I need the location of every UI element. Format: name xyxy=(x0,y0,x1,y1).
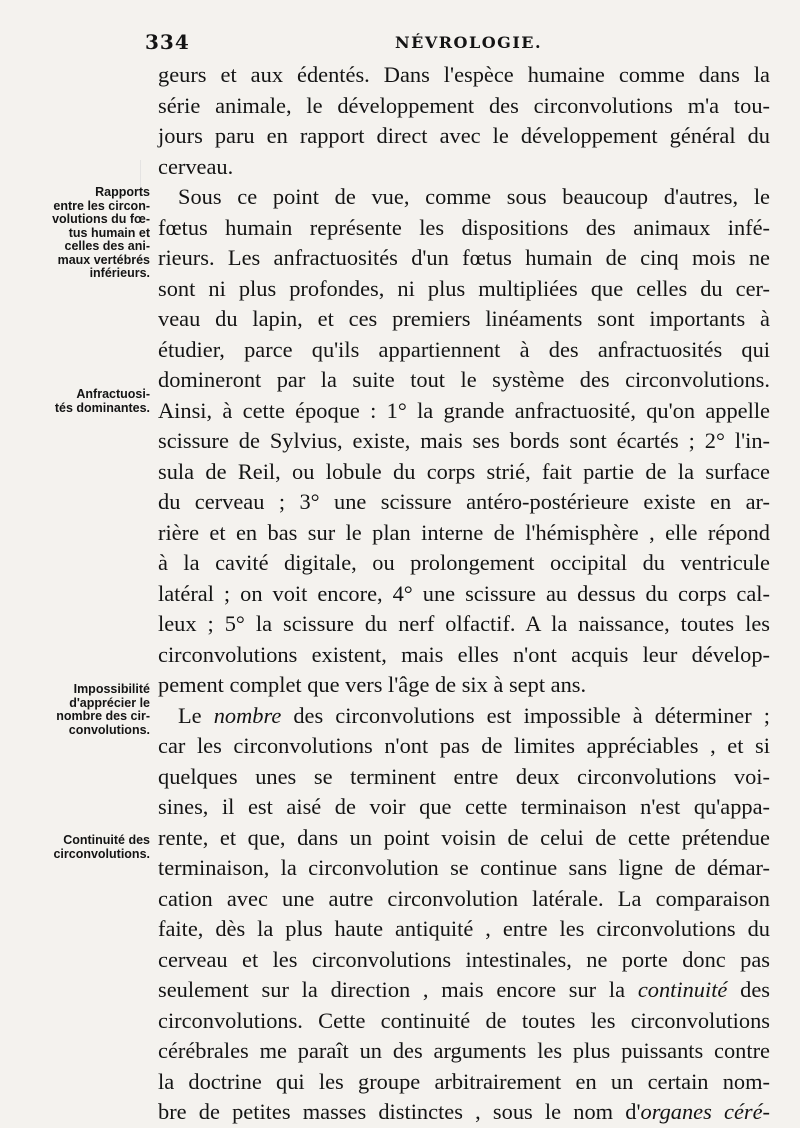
margin-note-anfractuosites xyxy=(26,388,150,415)
text-line: cerveau et les circonvolutions intestinales, ne porte donc pas xyxy=(158,946,770,972)
margin-note-line: Anfractuosi- xyxy=(76,387,150,401)
text-line: scissure de Sylvius, existe, mais ses bords sont écartés ; 2° l'in- xyxy=(158,428,770,453)
text-line-mixed xyxy=(158,701,770,732)
text-line: domineront par la suite tout le système des circonvolutions. xyxy=(158,367,770,392)
text-line: circonvolutions existent, mais elles n'ont acquis leur dévelop- xyxy=(158,641,770,667)
margin-note-line: nombre des cir- xyxy=(56,709,150,723)
text-line: fœtus humain représente les dispositions des animaux infé- xyxy=(158,214,770,240)
text-line: Sous ce point de vue, comme sous beaucoup d'autres, le xyxy=(178,184,770,209)
text-line: rieurs. Les anfractuosités d'un fœtus humain de cinq mois ne xyxy=(158,245,770,270)
margin-note-line: d'apprécier le xyxy=(69,695,150,710)
margin-note-impossibilite xyxy=(26,683,150,737)
margin-note-line: tés dominantes. xyxy=(54,400,150,415)
text-line-mixed xyxy=(158,1097,770,1128)
margin-note-line: convolutions. xyxy=(68,722,150,737)
text-line: geurs et aux édentés. Dans l'espèce humaine comme dans la xyxy=(158,62,770,87)
text-line: quelques unes se terminent entre deux circonvolutions voi- xyxy=(158,763,770,789)
margin-note-line: celles des ani- xyxy=(64,239,150,253)
text-line: série animale, le développement des circonvolutions m'a tou- xyxy=(158,92,770,118)
text-line: du cerveau ; 3° une scissure antéro-postérieure existe en ar- xyxy=(158,489,770,514)
page-header xyxy=(140,30,780,54)
margin-note-line: volutions du fœ- xyxy=(52,212,150,226)
text-line: cerveau. xyxy=(158,153,234,179)
text-line: jours paru en rapport direct avec le développement général du xyxy=(158,123,770,148)
margin-note-line: maux vertébrés xyxy=(57,252,150,267)
text-line-mixed xyxy=(158,975,770,1006)
text-run: des xyxy=(727,977,770,1002)
text-line: rière et en bas sur le plan interne de l'hémisphère , elle répond xyxy=(158,519,770,545)
margin-note-line: tus humain et xyxy=(68,225,150,240)
text-line: circonvolutions. Cette continuité de toutes les circonvolutions xyxy=(158,1007,770,1033)
text-run: des circonvolutions est impossible à déterminer ; xyxy=(281,702,770,728)
text-line: étudier, parce qu'ils appartiennent à des anfractuosités qui xyxy=(158,336,770,362)
text-line: faite, dès la plus haute antiquité , entre les circonvolutions du xyxy=(158,916,770,941)
text-line: latéral ; on voit encore, 4° une scissure au dessus du corps cal- xyxy=(158,580,770,606)
text-line: pement complet que vers l'âge de six à sept ans. xyxy=(158,672,587,697)
text-line: car les circonvolutions n'ont pas de limites appréciables , et si xyxy=(158,733,770,758)
margin-note-continuite xyxy=(26,834,150,861)
text-line: cation avec une autre circonvolution latérale. La comparaison xyxy=(158,885,770,911)
text-line: rente, et que, dans un point voisin de celui de cette prétendue xyxy=(158,824,770,850)
margin-note-rapports xyxy=(26,186,150,281)
italic-term: nombre xyxy=(213,702,282,728)
text-line: terminaison, la circonvolution se continue sans ligne de démar- xyxy=(158,855,770,880)
margin-note-line: circonvolutions. xyxy=(53,846,150,861)
running-head: NÉVROLOGIE. xyxy=(395,33,543,52)
italic-term: organes céré- xyxy=(640,1099,770,1124)
text-line: veau du lapin, et ces premiers linéaments sont importants à xyxy=(158,306,770,331)
margin-note-line: entre les circon- xyxy=(53,198,150,213)
text-run: bre de petites masses distinctes , sous le nom d' xyxy=(158,1099,641,1124)
margin-note-line: Continuité des xyxy=(63,833,150,847)
margin-note-line: inférieurs. xyxy=(89,266,150,280)
text-run: seulement sur la direction , mais encore sur la xyxy=(158,977,638,1002)
text-line: à la cavité digitale, ou prolongement occipital du ventricule xyxy=(158,550,770,575)
text-line: sines, il est aisé de voir que cette terminaison n'est qu'appa- xyxy=(158,794,770,819)
text-line: Ainsi, à cette époque : 1° la grande anfractuosité, qu'on appelle xyxy=(158,397,770,423)
text-run: Le xyxy=(178,702,214,728)
text-line: la doctrine qui les groupe arbitrairement en un certain nom- xyxy=(158,1068,770,1094)
margin-note-line: Impossibilité xyxy=(73,682,150,696)
text-line: sont ni plus profondes, ni plus multipliées que celles du cer- xyxy=(158,275,770,301)
body-text xyxy=(158,60,770,1128)
text-line: leux ; 5° la scissure du nerf olfactif. A la naissance, toutes les xyxy=(158,611,770,636)
text-line: cérébrales me paraît un des arguments les plus puissants contre xyxy=(158,1038,770,1063)
page-number: 334 xyxy=(145,30,190,54)
italic-term: continuité xyxy=(637,977,728,1002)
margin-note-line: Rapports xyxy=(95,185,150,199)
text-line: sula de Reil, ou lobule du corps strié, fait partie de la surface xyxy=(158,458,770,484)
